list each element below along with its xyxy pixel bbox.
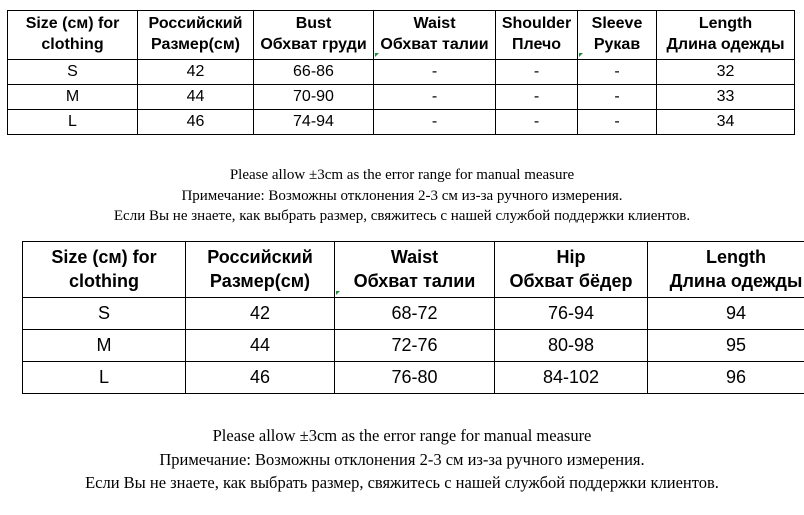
header-russian-size: Российский Размер(см) bbox=[138, 11, 254, 60]
measurement-note bbox=[0, 424, 804, 495]
cell-comment-marker bbox=[336, 291, 340, 295]
cell-length: 95 bbox=[648, 330, 804, 362]
cell-length: 94 bbox=[648, 298, 804, 330]
header-size: Size (см) for clothing bbox=[23, 242, 186, 298]
note-line-contact: Если Вы не знаете, как выбрать размер, свяжитесь с нашей службой поддержки клиентов. bbox=[113, 208, 691, 224]
size-table-tops bbox=[7, 10, 795, 135]
table-row bbox=[8, 60, 795, 85]
header-size: Size (см) for clothing bbox=[8, 11, 138, 60]
cell-size: L bbox=[23, 362, 186, 394]
cell-waist: - bbox=[374, 60, 496, 85]
cell-russian-size: 44 bbox=[186, 330, 335, 362]
header-russian-size: Российский Размер(см) bbox=[186, 242, 335, 298]
cell-waist: - bbox=[374, 110, 496, 135]
cell-waist: - bbox=[374, 85, 496, 110]
cell-bust: 70-90 bbox=[254, 85, 374, 110]
table-row bbox=[23, 330, 804, 362]
cell-bust: 66-86 bbox=[254, 60, 374, 85]
table-header-row bbox=[8, 11, 795, 60]
cell-bust: 74-94 bbox=[254, 110, 374, 135]
cell-size: M bbox=[23, 330, 186, 362]
cell-length: 32 bbox=[657, 60, 795, 85]
cell-shoulder: - bbox=[496, 85, 578, 110]
cell-waist: 76-80 bbox=[335, 362, 495, 394]
cell-shoulder: - bbox=[496, 110, 578, 135]
table-header-row bbox=[23, 242, 804, 298]
cell-size: S bbox=[23, 298, 186, 330]
table-row bbox=[23, 298, 804, 330]
header-hip: Hip Обхват бёдер bbox=[495, 242, 648, 298]
cell-russian-size: 46 bbox=[186, 362, 335, 394]
measurement-note bbox=[0, 165, 804, 227]
cell-length: 34 bbox=[657, 110, 795, 135]
cell-length: 96 bbox=[648, 362, 804, 394]
cell-hip: 80-98 bbox=[495, 330, 648, 362]
header-length: Length Длина одежды bbox=[657, 11, 795, 60]
cell-waist: 68-72 bbox=[335, 298, 495, 330]
cell-russian-size: 42 bbox=[186, 298, 335, 330]
table-row bbox=[8, 85, 795, 110]
header-length: Length Длина одежды bbox=[648, 242, 804, 298]
cell-comment-marker bbox=[579, 53, 583, 57]
cell-sleeve: - bbox=[578, 60, 657, 85]
header-sleeve: Sleeve Рукав bbox=[578, 11, 657, 60]
cell-size: L bbox=[8, 110, 138, 135]
header-shoulder: Shoulder Плечо bbox=[496, 11, 578, 60]
note-line-en: Please allow ±3cm as the error range for manual measure bbox=[229, 167, 575, 183]
cell-russian-size: 46 bbox=[138, 110, 254, 135]
cell-length: 33 bbox=[657, 85, 795, 110]
note-line-ru: Примечание: Возможны отклонения 2-3 см из-за ручного измерения. bbox=[159, 449, 645, 469]
cell-shoulder: - bbox=[496, 60, 578, 85]
cell-hip: 76-94 bbox=[495, 298, 648, 330]
cell-russian-size: 42 bbox=[138, 60, 254, 85]
cell-hip: 84-102 bbox=[495, 362, 648, 394]
size-table-bottoms bbox=[22, 241, 804, 394]
table-row bbox=[23, 362, 804, 394]
cell-size: M bbox=[8, 85, 138, 110]
header-bust: Bust Обхват груди bbox=[254, 11, 374, 60]
cell-comment-marker bbox=[375, 53, 379, 57]
cell-sleeve: - bbox=[578, 110, 657, 135]
cell-size: S bbox=[8, 60, 138, 85]
note-line-ru: Примечание: Возможны отклонения 2-3 см из-за ручного измерения. bbox=[181, 187, 623, 204]
cell-sleeve: - bbox=[578, 85, 657, 110]
table-row bbox=[8, 110, 795, 135]
header-waist: Waist Обхват талии bbox=[374, 11, 496, 60]
header-waist: Waist Обхват талии bbox=[335, 242, 495, 298]
note-line-contact: Если Вы не знаете, как выбрать размер, свяжитесь с нашей службой поддержки клиентов. bbox=[85, 473, 719, 492]
note-line-en: Please allow ±3cm as the error range for manual measure bbox=[212, 426, 592, 445]
cell-russian-size: 44 bbox=[138, 85, 254, 110]
cell-waist: 72-76 bbox=[335, 330, 495, 362]
